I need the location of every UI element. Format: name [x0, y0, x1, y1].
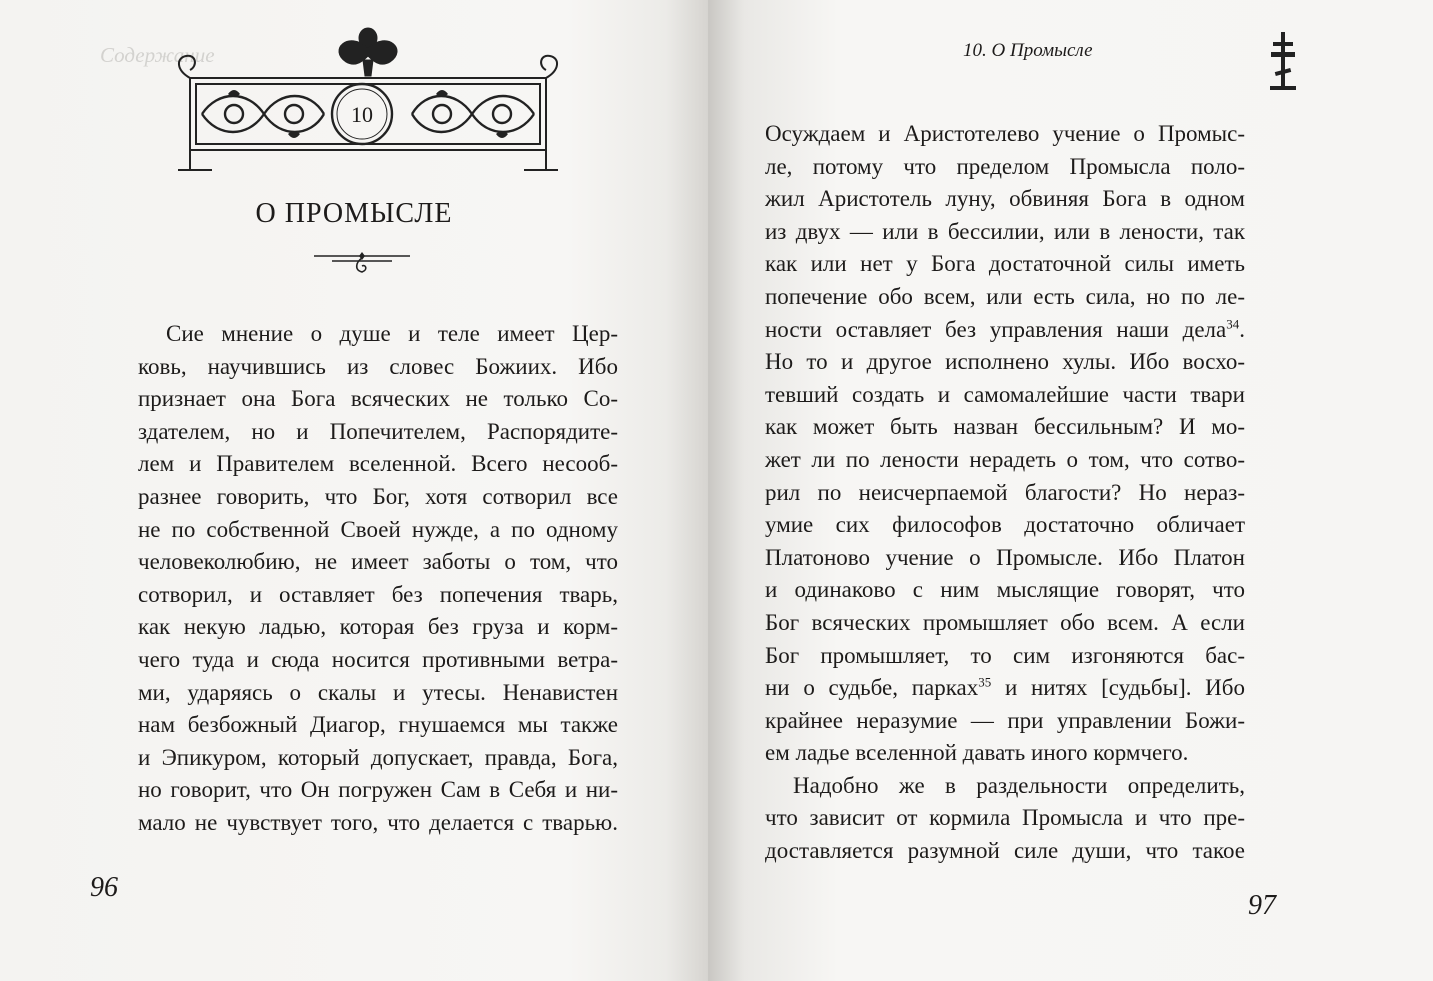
text-line: чего туда и сюда носится противными ветра- [138, 646, 618, 672]
bleed-through: Содержание [100, 43, 215, 67]
text-line: Бог всяческих промышляет обо всем. А если [765, 609, 1245, 635]
text-line: из двух — или в бессилии, или в лености, так [765, 218, 1245, 244]
text-line: как некую ладью, которая без груза и корм- [138, 614, 618, 640]
chapter-number: 10 [351, 102, 373, 127]
text-line: разнее говорить, что Бог, хотя сотворил все [138, 483, 618, 509]
text-line: лем и Правителем вселенной. Всего несооб- [138, 451, 618, 477]
chapter-title: О ПРОМЫСЛЕ [255, 198, 453, 229]
text-line-with-footnote [765, 672, 1245, 705]
text-line: Но то и другое исполнено хулы. Ибо восхо- [765, 349, 1245, 375]
right-page-text [765, 118, 1245, 868]
text-line: Платоново учение о Промысле. Ибо Платон [765, 544, 1245, 570]
text-line: жил Аристотель луну, обвиняя Бога в одном [765, 186, 1245, 212]
text-line: Сие мнение о душе и теле имеет Цер- [166, 321, 618, 346]
footnote-marker: 35 [978, 674, 992, 690]
text-line: здателем, но и Попечителем, Распорядите- [138, 418, 618, 444]
left-page-text [138, 318, 618, 840]
text-line: мало не чувствует того, что делается с тварью. [138, 809, 618, 835]
text-line: умие сих философов достаточно обличает [765, 512, 1245, 538]
text-line: что зависит от кормила Промысла и что пре- [765, 805, 1245, 831]
cross-icon [1268, 30, 1298, 92]
text-line: нам безбожный Диагор, гнушаемся мы также [138, 712, 618, 738]
text-line: как может быть назван бессильным? И мо- [765, 414, 1245, 440]
text-segment: и нитях [судьбы]. Ибо [991, 675, 1245, 701]
text-line: Осуждаем и Аристотелево учение о Промыс- [765, 121, 1245, 146]
text-line: жет ли по лености нерадеть о том, что сотво- [765, 446, 1245, 472]
text-line: но говорит, что Он погружен Сам в Себя и ни- [138, 777, 618, 803]
text-line: доставляется разумной силе души, что такое [765, 838, 1245, 864]
text-line: рил по неисчерпаемой благости? Но нераз- [765, 479, 1245, 505]
divider-flourish-icon [312, 248, 412, 278]
text-line-with-footnote: ности оставляет без управления наши дела$^{34}$. [765, 315, 1245, 342]
right-page [708, 0, 1433, 981]
page-number: 97 [1248, 890, 1276, 921]
text-line: человеколюбию, не имеет заботы о том, что [138, 549, 618, 575]
text-line: попечение обо всем, или есть сила, но по ле- [765, 283, 1245, 309]
text-line: крайнее неразумие — при управлении Божи- [765, 707, 1245, 733]
running-head: 10. О Промысле [963, 40, 1093, 61]
footnote-marker: 34 [1226, 315, 1240, 331]
text-line: сотворил, и оставляет без попечения тварь, [138, 581, 618, 607]
text-line: ле, потому что пределом Промысла поло- [765, 153, 1245, 179]
text-line: и одинаково с ним мыслящие говорят, что [765, 577, 1245, 603]
text-line: как или нет у Бога достаточной силы иметь [765, 251, 1245, 277]
text-line: и Эпикуром, который допускает, правда, Бога, [138, 744, 618, 770]
text-line: ковь, научившись из словес Божиих. Ибо [138, 353, 618, 379]
text-line: не по собственной Своей нужде, а по одному [138, 516, 618, 542]
text-line: ми, ударяясь о скалы и утесы. Ненавистен [138, 679, 618, 705]
text-line: признает она Бога всяческих не только Со- [138, 386, 618, 412]
text-line: Бог промышляет, то сим изгоняются бас- [765, 642, 1245, 668]
text-segment: ности оставляет без управления наши дела [765, 316, 1227, 342]
text-line: тевший создать и самомалейшие части твари [765, 381, 1245, 407]
text-line: ем ладье вселенной давать иного кормчего. [765, 740, 1189, 766]
text-segment: ни о судьбе, парках [765, 675, 979, 701]
left-page [0, 0, 708, 981]
text-line: Надобно же в раздельности определить, [793, 772, 1245, 798]
page-number: 96 [90, 872, 118, 903]
